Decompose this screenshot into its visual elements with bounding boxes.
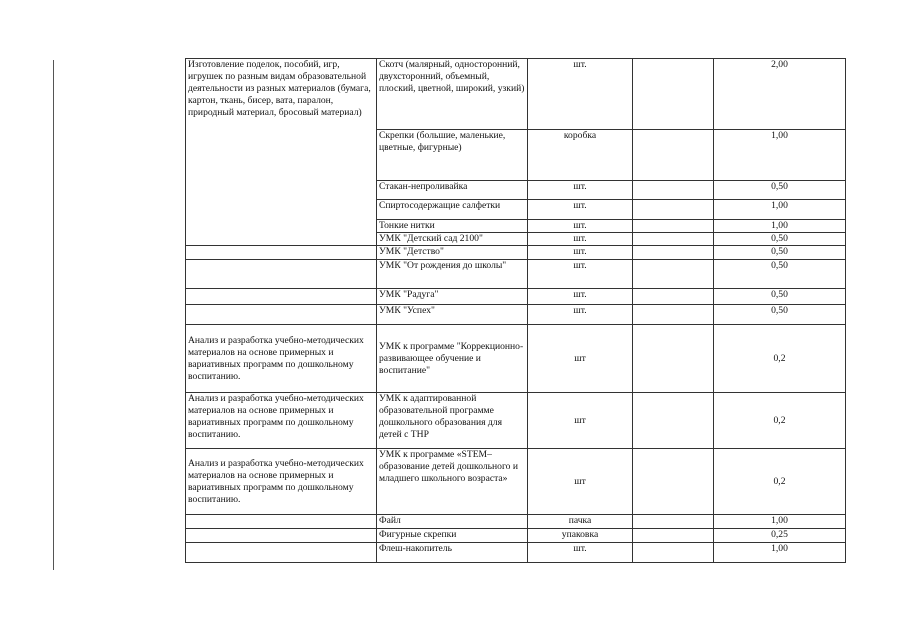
unit-cell: шт. [528,543,633,563]
quantity-cell: 0,50 [714,246,846,260]
activity-cell: Анализ и разработка учебно-методических материалов на основе примерных и вариативных программ по дошкольному воспитанию. [186,449,377,515]
unit-cell: шт. [528,289,633,305]
supplies-table [185,58,846,563]
activity-cell [186,289,377,305]
unit-cell: коробка [528,130,633,181]
item-cell: УМК "Радуга" [377,289,528,305]
quantity-cell: 1,00 [714,130,846,181]
quantity-cell: 0,2 [714,449,846,515]
activity-cell: Изготовление поделок, пособий, игр, игрушек по разным видам образовательной деятельности из разных материалов (бумага, картон, ткань, бисер, вата, паралон, природный материал, бросовый материал) [186,59,377,246]
item-cell: УМК "От рождения до школы" [377,260,528,289]
price-cell [633,59,714,130]
quantity-cell: 2,00 [714,59,846,130]
price-cell [633,181,714,200]
table-row [186,393,846,449]
unit-cell: шт. [528,260,633,289]
quantity-cell: 0,2 [714,393,846,449]
unit-cell: шт [528,449,633,515]
quantity-cell: 1,00 [714,200,846,220]
table-row [186,325,846,393]
unit-cell: шт. [528,200,633,220]
price-cell [633,246,714,260]
item-cell: УМК к программе «STEM–образование детей дошкольного и младшего школьного возраста» [377,449,528,515]
activity-cell [186,529,377,543]
activity-cell [186,260,377,289]
unit-cell: пачка [528,515,633,529]
price-cell [633,233,714,246]
activity-cell [186,305,377,325]
price-cell [633,200,714,220]
quantity-cell: 0,2 [714,325,846,393]
unit-cell: шт [528,325,633,393]
item-cell: Скрепки (большие, маленькие, цветные, фигурные) [377,130,528,181]
quantity-cell: 0,25 [714,529,846,543]
price-cell [633,325,714,393]
price-cell [633,449,714,515]
unit-cell: шт. [528,246,633,260]
table-row [186,529,846,543]
table-row [186,246,846,260]
item-cell: УМК к адаптированной образовательной программе дошкольного образования для детей с ТНР [377,393,528,449]
quantity-cell: 0,50 [714,289,846,305]
quantity-cell: 0,50 [714,305,846,325]
unit-cell: шт. [528,305,633,325]
price-cell [633,515,714,529]
item-cell: УМК "Детство" [377,246,528,260]
table-row [186,305,846,325]
unit-cell: шт. [528,220,633,233]
item-cell: Стакан-непроливайка [377,181,528,200]
unit-cell: шт [528,393,633,449]
item-cell: УМК к программе "Коррекционно-развивающее обучение и воспитание" [377,325,528,393]
price-cell [633,220,714,233]
table-row [186,289,846,305]
price-cell [633,289,714,305]
table-row [186,515,846,529]
unit-cell: упаковка [528,529,633,543]
activity-cell: Анализ и разработка учебно-методических материалов на основе примерных и вариативных программ по дошкольному воспитанию. [186,325,377,393]
item-cell: УМК "Детский сад 2100" [377,233,528,246]
table-row [186,260,846,289]
unit-cell: шт. [528,181,633,200]
price-cell [633,305,714,325]
unit-cell: шт. [528,59,633,130]
activity-cell [186,543,377,563]
item-cell: Фигурные скрепки [377,529,528,543]
table-row [186,449,846,515]
page-margin-line [53,60,54,570]
price-cell [633,130,714,181]
unit-cell: шт. [528,233,633,246]
activity-cell [186,515,377,529]
quantity-cell: 1,00 [714,220,846,233]
price-cell [633,260,714,289]
item-cell: Файл [377,515,528,529]
item-cell: УМК "Успех" [377,305,528,325]
quantity-cell: 0,50 [714,233,846,246]
activity-cell: Анализ и разработка учебно-методических материалов на основе примерных и вариативных программ по дошкольному воспитанию. [186,393,377,449]
price-cell [633,393,714,449]
quantity-cell: 0,50 [714,181,846,200]
table-row [186,59,846,130]
item-cell: Флеш-накопитель [377,543,528,563]
item-cell: Спиртосодержащие салфетки [377,200,528,220]
item-cell: Тонкие нитки [377,220,528,233]
price-cell [633,543,714,563]
quantity-cell: 1,00 [714,543,846,563]
item-cell: Скотч (малярный, односторонний, двухсторонний, объемный, плоский, цветной, широкий, узкий) [377,59,528,130]
quantity-cell: 0,50 [714,260,846,289]
quantity-cell: 1,00 [714,515,846,529]
table-row [186,543,846,563]
price-cell [633,529,714,543]
activity-cell [186,246,377,260]
